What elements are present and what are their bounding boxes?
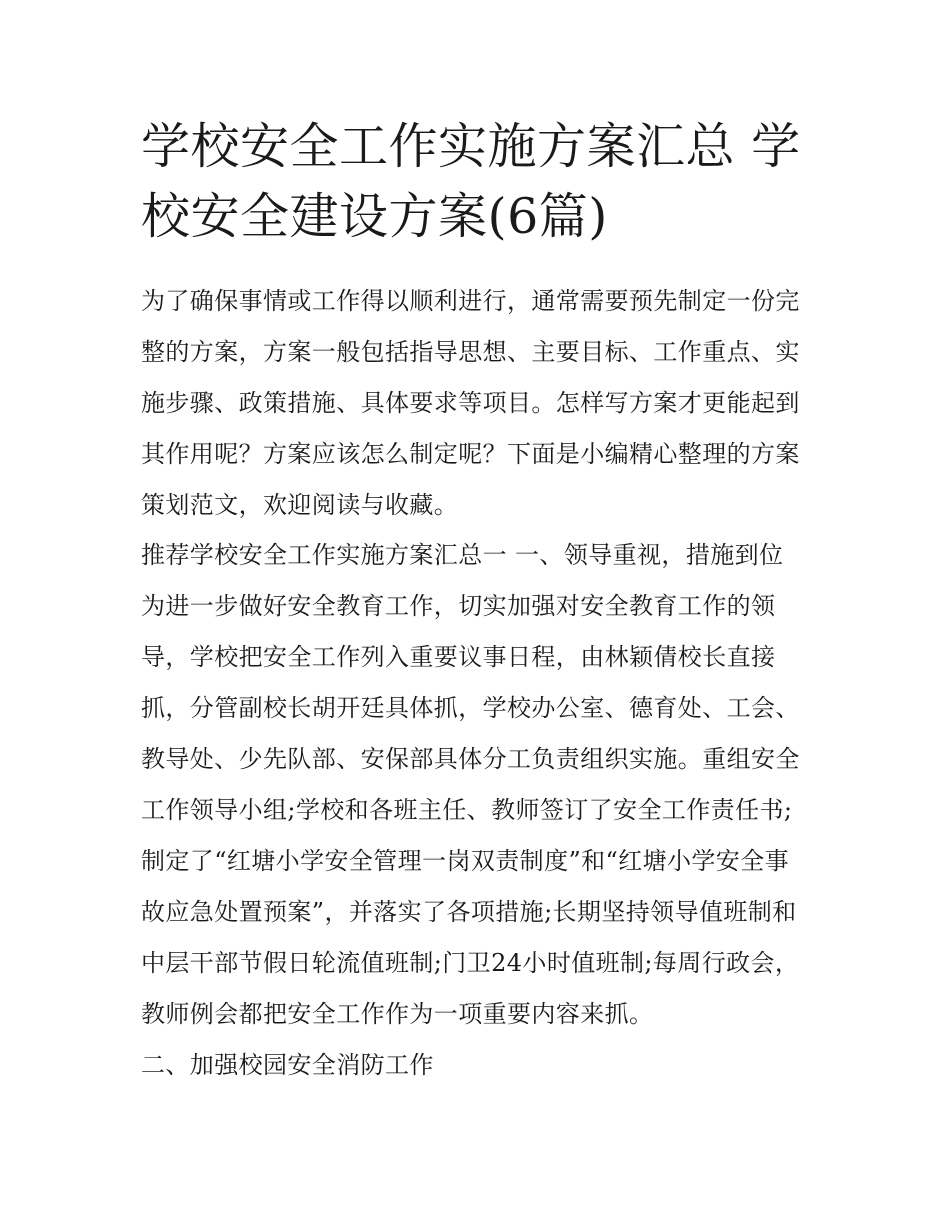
text-line: 策划范文，欢迎阅读与收藏。 — [141, 491, 459, 519]
intro-paragraph — [141, 276, 821, 531]
text-line: 其作用呢？方案应该怎么制定呢？下面是小编精心整理的方案 — [141, 440, 800, 468]
text-line: 二、加强校园安全消防工作 — [141, 1051, 434, 1079]
text-line: 整的方案，方案一般包括指导思想、主要目标、工作重点、实 — [141, 338, 800, 366]
text-line: 中层干部节假日轮流值班制;门卫24小时值班制;每周行政会， — [141, 949, 800, 977]
title-line: 校安全建设方案(6篇) — [141, 188, 608, 245]
title-line: 学校安全工作实施方案汇总 学 — [141, 118, 801, 175]
text-line: 推荐学校安全工作实施方案汇总一 一、领导重视，措施到位 — [141, 541, 784, 569]
text-line: 施步骤、政策措施、具体要求等项目。怎样写方案才更能起到 — [141, 389, 800, 417]
text-line: 工作领导小组;学校和各班主任、教师签订了安全工作责任书; — [141, 796, 793, 824]
section-two-heading — [141, 1040, 821, 1091]
text-line: 故应急处置预案”，并落实了各项措施;长期坚持领导值班制和 — [141, 898, 797, 926]
text-line: 教导处、少先队部、安保部具体分工负责组织实施。重组安全 — [141, 745, 800, 773]
text-line: 为进一步做好安全教育工作，切实加强对安全教育工作的领 — [141, 592, 776, 620]
text-line: 教师例会都把安全工作作为一项重要内容来抓。 — [141, 1000, 654, 1028]
text-line: 为了确保事情或工作得以顺利进行，通常需要预先制定一份完 — [141, 287, 800, 315]
text-line: 导，学校把安全工作列入重要议事日程，由林颖倩校长直接 — [141, 643, 776, 671]
document-title — [141, 112, 816, 252]
text-line: 抓，分管副校长胡开廷具体抓，学校办公室、德育处、工会、 — [141, 694, 800, 722]
section-one-paragraph — [141, 530, 821, 1040]
text-line: 制定了“红塘小学安全管理一岗双责制度”和“红塘小学安全事 — [141, 847, 790, 875]
